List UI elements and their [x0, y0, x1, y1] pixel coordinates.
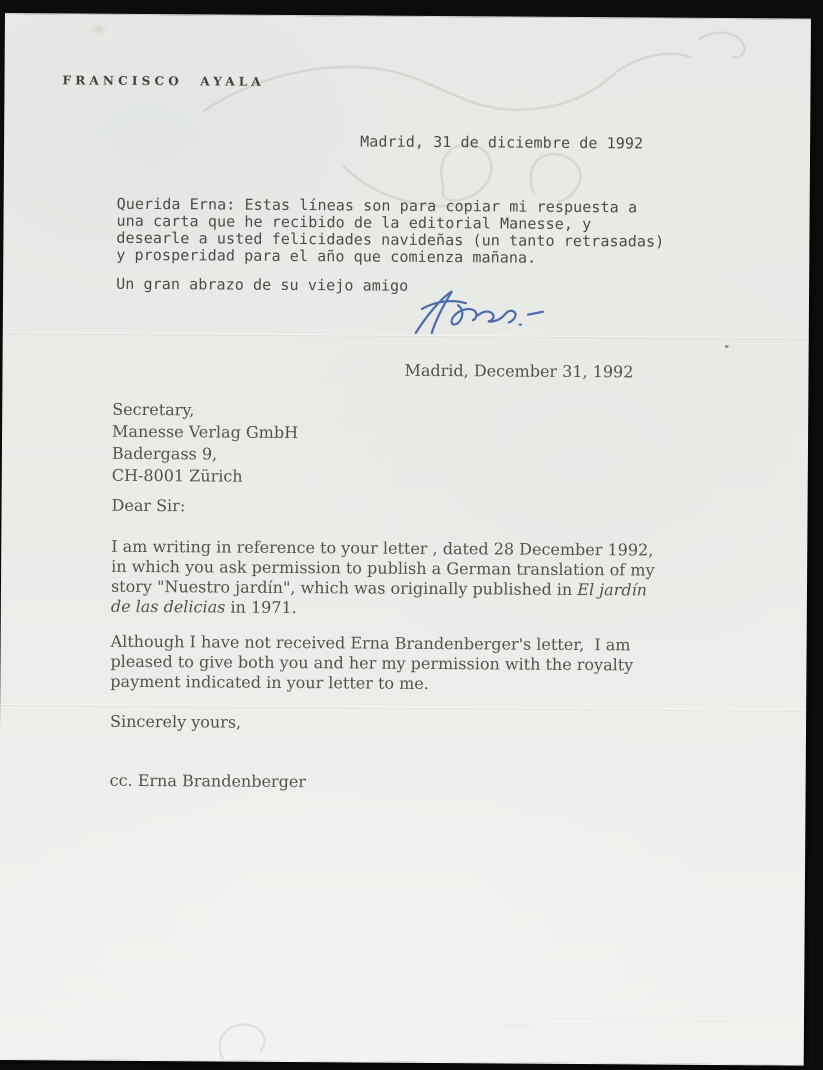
spanish-body-line: y prosperidad para el año que comienza mañana. [116, 245, 537, 267]
cc-line: cc. Erna Brandenberger [109, 770, 307, 792]
line-italic-text: de las delicias [110, 596, 226, 617]
paragraph-line [111, 597, 655, 621]
recipient-line: Badergass 9, [111, 443, 218, 464]
spanish-body-line: una carta que he recibido de la editorial Manesse, y [116, 211, 592, 234]
english-dateline: Madrid, December 31, 1992 [404, 360, 634, 382]
line-text: in 1971. [225, 597, 297, 618]
english-paragraph-1 [111, 537, 655, 621]
spanish-body-line: desearle a usted felicidades navideñas (un tanto retrasadas) [116, 228, 665, 251]
recipient-line: CH-8001 Zürich [111, 465, 243, 486]
letterhead-name: FRANCISCO AYALA [62, 73, 265, 89]
line-text: in which you ask permission to publish a German translation of my [111, 556, 655, 580]
paragraph-line: pleased to give both you and her my permission with the royalty [110, 651, 634, 675]
spanish-closing: Un gran abrazo de su viejo amigo [116, 274, 409, 295]
line-text: story "Nuestro jardín", which was originally published in [110, 576, 578, 600]
closing: Sincerely yours, [109, 711, 242, 732]
crease-line [498, 1018, 798, 1025]
handwritten-signature [408, 283, 553, 340]
letter-paper [0, 13, 811, 1066]
line-italic-text: El jardín [577, 580, 648, 600]
recipient-line: Manesse Verlag GmbH [112, 421, 299, 443]
spanish-dateline: Madrid, 31 de diciembre de 1992 [360, 132, 644, 153]
paper-speck [725, 345, 729, 348]
paragraph-line: payment indicated in your letter to me. [110, 671, 429, 693]
paper-stain [89, 23, 109, 37]
english-paragraph-2 [110, 632, 633, 696]
show-through-sketch-bottom [193, 1018, 293, 1061]
fold-line [3, 332, 809, 340]
line-text: I am writing in reference to your letter , dated 28 December 1992, [111, 536, 654, 560]
salutation: Dear Sir: [111, 495, 186, 516]
fold-line [0, 704, 806, 712]
recipient-address [112, 399, 299, 488]
spanish-body-line: Querida Erna: Estas líneas son para copiar mi respuesta a [116, 194, 638, 217]
spanish-body [116, 196, 664, 268]
recipient-line: Secretary, [112, 399, 195, 420]
paragraph-line: Although I have not received Erna Brandenberger's letter, I am [110, 631, 631, 655]
